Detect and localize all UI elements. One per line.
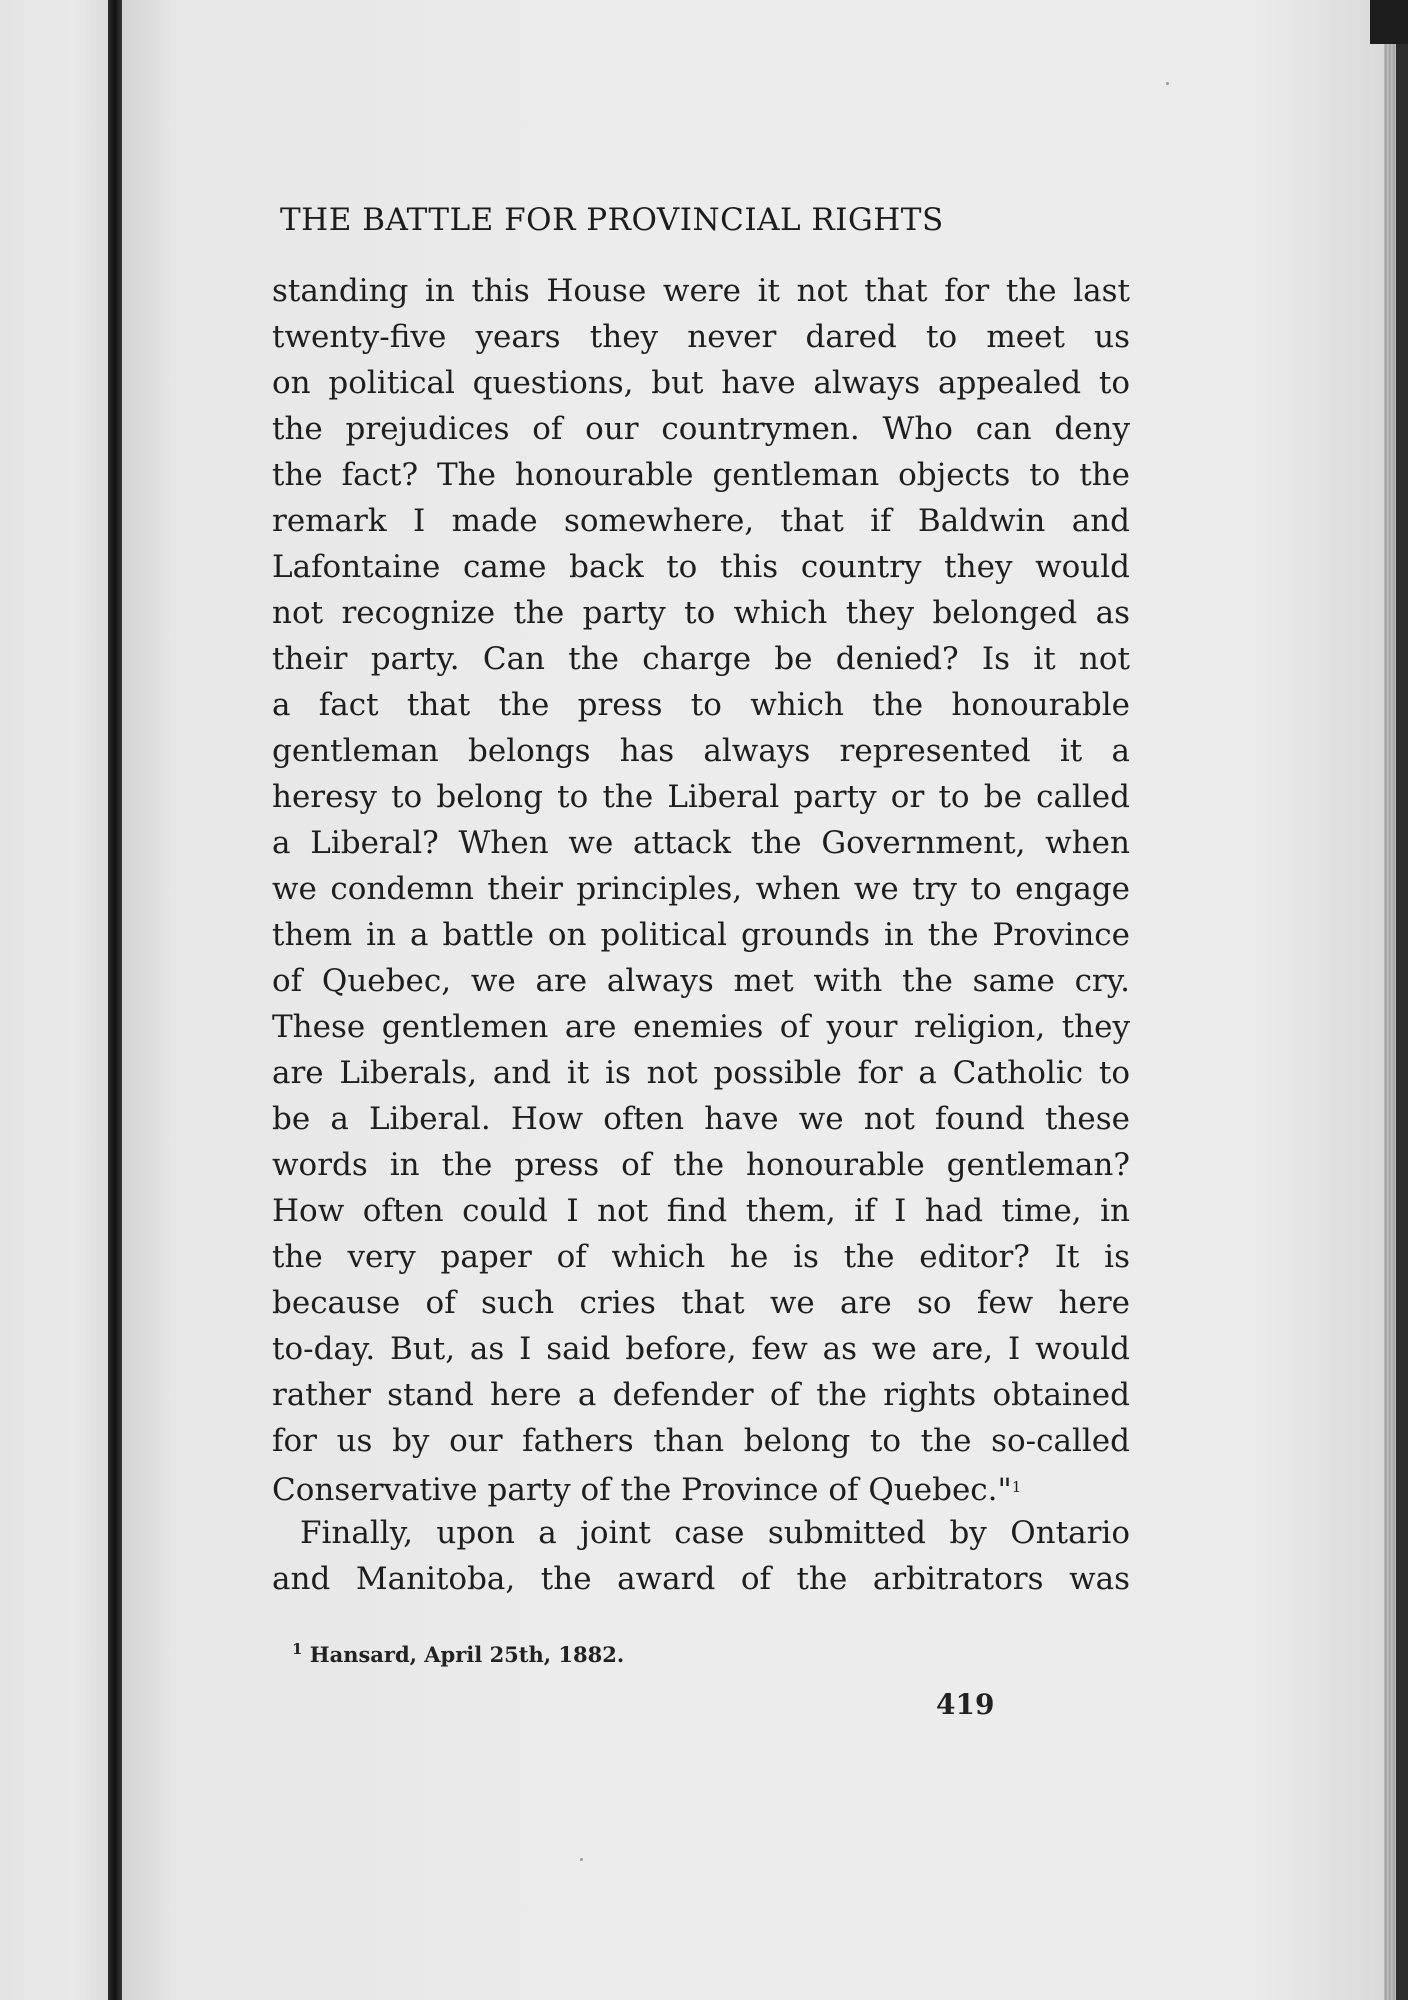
- text-line: of Quebec, we are always met with the same cry.: [272, 963, 1130, 999]
- text-line: we condemn their principles, when we try to engage: [272, 871, 1130, 907]
- left-page-margin: [0, 0, 108, 2000]
- text-line: the very paper of which he is the editor? It is: [272, 1239, 1130, 1275]
- text-line: Lafontaine came back to this country they would: [272, 549, 1130, 585]
- text-line: gentleman belongs has always represented it a: [272, 733, 1130, 769]
- page-number: 419: [936, 1688, 995, 1721]
- text-line: heresy to belong to the Liberal party or to be called: [272, 779, 1130, 815]
- text-line: rather stand here a defender of the rights obtained: [272, 1377, 1130, 1413]
- text-line: a fact that the press to which the honourable: [272, 687, 1130, 723]
- scan-corner: [1370, 0, 1408, 44]
- text-line: them in a battle on political grounds in the Province: [272, 917, 1130, 953]
- scan-speck: [1166, 82, 1169, 85]
- body-text: [272, 268, 1130, 1602]
- running-head: THE BATTLE FOR PROVINCIAL RIGHTS: [280, 202, 944, 238]
- text-line: How often could I not find them, if I had time, in: [272, 1193, 1130, 1229]
- text-line: remark I made somewhere, that if Baldwin and: [272, 503, 1130, 539]
- text-line: for us by our fathers than belong to the so-called: [272, 1423, 1130, 1459]
- text-line: the fact? The honourable gentleman objects to the: [272, 457, 1130, 493]
- text-line: twenty-five years they never dared to meet us: [272, 319, 1130, 355]
- text-line: standing in this House were it not that for the last: [272, 273, 1130, 309]
- text-line: to-day. But, as I said before, few as we are, I would: [272, 1331, 1130, 1367]
- text-line: words in the press of the honourable gentleman?: [272, 1147, 1130, 1183]
- text-line: These gentlemen are enemies of your religion, they: [272, 1009, 1130, 1045]
- text-line: because of such cries that we are so few here: [272, 1285, 1130, 1321]
- footnote-reference: 1: [1011, 1478, 1022, 1496]
- text-line: the prejudices of our countrymen. Who can deny: [272, 411, 1130, 447]
- text-line: not recognize the party to which they belonged as: [272, 595, 1130, 631]
- text-line: their party. Can the charge be denied? Is it not: [272, 641, 1130, 677]
- footnote-mark: 1: [292, 1640, 303, 1658]
- text-line: and Manitoba, the award of the arbitrators was: [272, 1561, 1130, 1597]
- text-line: are Liberals, and it is not possible for a Catholic to: [272, 1055, 1130, 1091]
- scan-speck: [580, 1858, 583, 1861]
- text-line-paragraph-start: Finally, upon a joint case submitted by Ontario: [300, 1515, 1130, 1551]
- text-line-quote-end: [272, 1464, 1130, 1510]
- text-line: a Liberal? When we attack the Government, when: [272, 825, 1130, 861]
- footnote-text: Hansard, April 25th, 1882.: [309, 1642, 625, 1667]
- scan-border: [1396, 0, 1408, 2000]
- quote-end-text: Conservative party of the Province of Quebec.": [272, 1472, 1012, 1508]
- text-line: on political questions, but have always appealed to: [272, 365, 1130, 401]
- footnote: [292, 1640, 624, 1667]
- text-line: be a Liberal. How often have we not found these: [272, 1101, 1130, 1137]
- book-gutter: [108, 0, 122, 2000]
